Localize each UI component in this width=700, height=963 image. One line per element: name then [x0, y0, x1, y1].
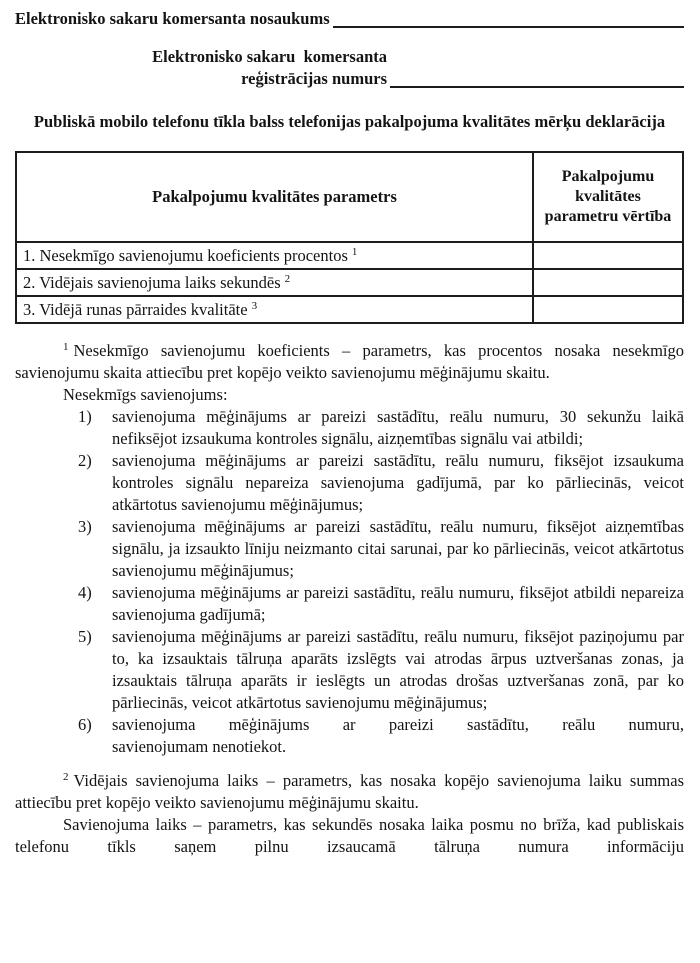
footnote2-intro-text: Vidējais savienojuma laiks – parametrs, kas nosaka kopējo savienojuma laiku summas attiecību pret kopējo veikto savienojumu mēģinājumu skaitu.: [15, 771, 684, 812]
table-row: [16, 242, 683, 269]
list-item-text-line1: savienojuma mēģinājums ar pareizi sastādītu, reālu numuru,: [112, 715, 684, 734]
parameter-value-cell[interactable]: [533, 242, 683, 269]
footnote1-intro: [15, 340, 684, 384]
footnote2-paragraph2: Savienojuma laiks – parametrs, kas sekundēs nosaka laika posmu no brīža, kad publiskais telefonu tīkls saņem pilnu izsaucamā tālruņa numura informāciju: [15, 815, 684, 856]
list-item-number: 1): [78, 407, 92, 426]
registration-number-label: [15, 46, 387, 90]
table-header-row: [16, 152, 683, 242]
list-item: [78, 406, 684, 450]
registration-label-line2: reģistrācijas numurs: [241, 69, 387, 88]
document-title: Publiskā mobilo telefonu tīkla balss telefonijas pakalpojuma kvalitātes mērķu deklarācija: [33, 112, 666, 131]
registration-number-blank[interactable]: [390, 74, 684, 88]
footnote1-marker: 1: [63, 340, 69, 353]
list-item: [78, 516, 684, 582]
footnote-ref: 1: [351, 245, 358, 258]
list-item: [78, 582, 684, 626]
operator-name-row: [15, 8, 684, 30]
list-item-number: 6): [78, 715, 92, 734]
operator-name-blank[interactable]: [333, 14, 684, 28]
parameter-label: 3. Vidējā runas pārraides kvalitāte: [23, 300, 248, 319]
list-item: [78, 626, 684, 714]
registration-number-row: [15, 46, 684, 90]
list-item-number: 3): [78, 517, 92, 536]
footnote2-marker: 2: [63, 770, 69, 783]
list-item-text: savienojuma mēģinājums ar pareizi sastādītu, reālu numuru, fiksējot paziņojumu par to, ka izsauktais tālruņa aparāts izslēgts vai atrodas ārpus uztveršanas zonas, ja izsauktais tālruņa aparāts ir ieslēgts un atrodas drošas uztveršanas zonā, par ko pārliecinās, veicot atkārtotus savienojumu mēģinājumus;: [112, 627, 684, 712]
footnote2-intro: [15, 770, 684, 814]
parameter-cell: [16, 296, 533, 323]
column-header-parameter: Pakalpojumu kvalitātes parametrs: [16, 152, 533, 242]
list-item-number: 5): [78, 627, 92, 646]
list-item-number: 2): [78, 451, 92, 470]
parameter-label: 1. Nesekmīgo savienojumu koeficients procentos: [23, 246, 348, 265]
parameter-cell: [16, 269, 533, 296]
quality-parameters-table: [15, 151, 684, 324]
column-header-value: Pakalpojumu kvalitātes parametru vērtība: [533, 152, 683, 242]
footnotes-section: [15, 340, 684, 858]
unsuccessful-connection-list: [78, 406, 684, 758]
list-item-number: 4): [78, 583, 92, 602]
list-item-text: savienojuma mēģinājums ar pareizi sastādītu, reālu numuru, fiksējot aizņemtības signālu, ja izsaukto līniju neizmanto citai sarunai, par ko pārliecinās, veicot atkārtotus savienojumu mēģinājumus;: [112, 517, 684, 580]
table-row: [16, 269, 683, 296]
list-item-text: savienojuma mēģinājums ar pareizi sastādītu, reālu numuru, 30 sekunžu laikā nefiksējot izsaukuma kontroles signālu, aizņemtības signālu vai atbildi;: [112, 407, 684, 448]
parameter-label: 2. Vidējais savienojuma laiks sekundēs: [23, 273, 281, 292]
footnote1-intro-text: Nesekmīgo savienojumu koeficients – parametrs, kas procentos nosaka nesekmīgo savienojumu skaita attiecību pret kopējo veikto savienojumu mēģinājumu skaitu.: [15, 341, 684, 382]
footnote-ref: 3: [251, 299, 258, 312]
list-item-text: [112, 714, 684, 758]
footnote-ref: 2: [284, 272, 291, 285]
parameter-value-cell[interactable]: [533, 269, 683, 296]
parameter-value-cell[interactable]: [533, 296, 683, 323]
list-item-text: savienojuma mēģinājums ar pareizi sastādītu, reālu numuru, fiksējot izsaukuma kontroles signālu nepareiza savienojuma gadījumā, par ko pārliecinās, veicot atkārtotus savienojumu mēģinājumus;: [112, 451, 684, 514]
list-item-text: savienojuma mēģinājums ar pareizi sastādītu, reālu numuru, fiksējot atbildi nepareiza savienojuma gadījumā;: [112, 583, 684, 624]
operator-name-label: Elektronisko sakaru komersanta nosaukums: [15, 9, 330, 28]
registration-label-line1: Elektronisko sakaru komersanta: [152, 47, 387, 66]
list-item: [78, 450, 684, 516]
table-row: [16, 296, 683, 323]
list-item: [78, 714, 684, 758]
list-item-text-line2: savienojumam nenotiekot.: [112, 737, 287, 756]
footnote1-list-lead: Nesekmīgs savienojums:: [63, 385, 228, 404]
parameter-cell: [16, 242, 533, 269]
